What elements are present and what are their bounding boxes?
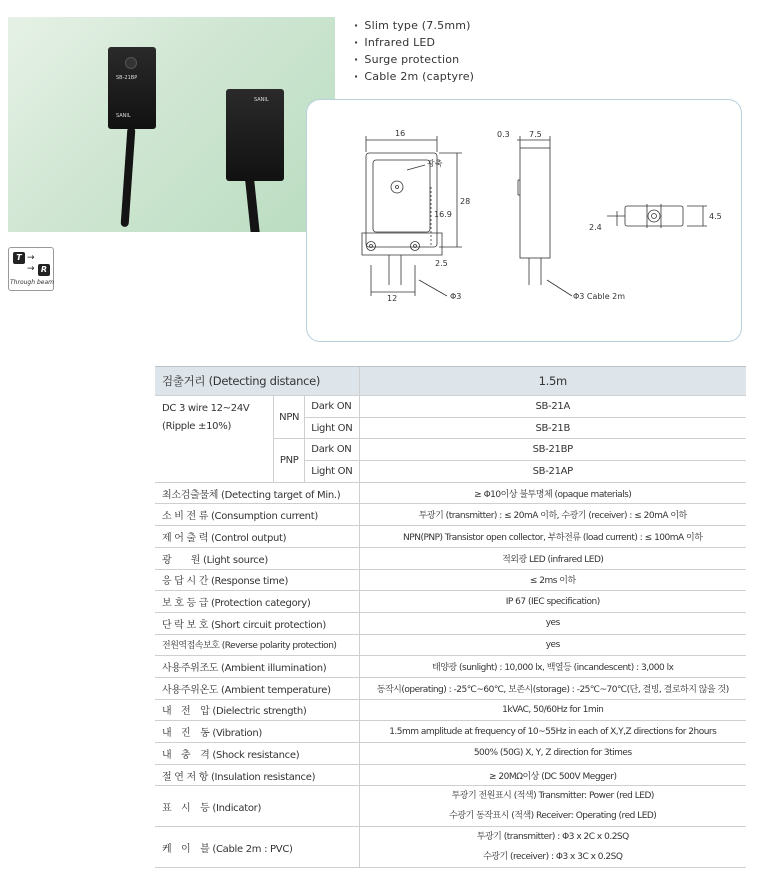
end-view-outline xyxy=(625,206,683,226)
spec-value: 500% (50G) X, Y, Z direction for 3times xyxy=(359,743,746,765)
cable-line: 수광기 (receiver) : Φ3 x 3C x 0.2SQ xyxy=(483,852,623,863)
side-cable xyxy=(529,258,541,285)
cable-line: 투광기 (transmitter) : Φ3 x 2C x 0.2SQ xyxy=(476,832,629,843)
dim-front-b: 4.5 xyxy=(709,212,722,221)
spec-value: 투광기 (transmitter) : ≤ 20mA 이하, 수광기 (receiver) : ≤ 20mA 이하 xyxy=(359,504,746,526)
sensor-cable xyxy=(245,177,260,232)
model-value: SB-21AP xyxy=(359,461,746,483)
cable-value xyxy=(359,827,746,868)
receiver-icon: R xyxy=(38,264,50,276)
spec-value: 1kVAC, 50/60Hz for 1min xyxy=(359,699,746,721)
mount-hole-left xyxy=(367,242,376,251)
table-row xyxy=(155,396,746,418)
table-row xyxy=(155,482,746,504)
table-row xyxy=(155,612,746,634)
mounting-tab xyxy=(362,233,442,255)
spec-value: 적외광 LED (infrared LED) xyxy=(359,547,746,569)
dim-height: 28 xyxy=(460,197,471,206)
spec-value: yes xyxy=(359,634,746,656)
spec-label: 보 호 등 급 (Protection category) xyxy=(155,591,359,613)
table-row xyxy=(155,526,746,548)
spec-label: 전원역접속보호 (Reverse polarity protection) xyxy=(155,634,359,656)
table-row xyxy=(155,721,746,743)
table-header-row xyxy=(155,367,746,396)
spec-label: 사용주위온도 (Ambient temperature) xyxy=(155,677,359,699)
optical-axis-center xyxy=(396,186,399,189)
sensor-brand-label: SANIL xyxy=(116,113,131,119)
spec-label: 사용주위조도 (Ambient illumination) xyxy=(155,656,359,678)
product-photo xyxy=(8,17,335,232)
spec-value: 동작시(operating) : -25℃~60℃, 보존시(storage) : -25℃~70℃(단, 결빙, 결로하지 않을 것) xyxy=(359,677,746,699)
feature-item: · Cable 2m (captyre) xyxy=(354,68,474,85)
spec-value: 1.5mm amplitude at frequency of 10~55Hz in each of X,Y,Z directions for 2hours xyxy=(359,721,746,743)
spec-label: 내 충 격 (Shock resistance) xyxy=(155,743,359,765)
sensor-cable xyxy=(121,127,136,227)
spec-value: 태양광 (sunlight) : 10,000 lx, 백열등 (incandescent) : 3,000 lx xyxy=(359,656,746,678)
dimension-drawing xyxy=(306,99,742,342)
spec-label: 절 연 저 항 (Insulation resistance) xyxy=(155,764,359,786)
dim-width: 16 xyxy=(395,129,406,138)
table-row xyxy=(155,634,746,656)
front-view-inner xyxy=(373,160,430,232)
dim-hole: Φ3 xyxy=(450,292,462,301)
spec-label: 내 전 압 (Dielectric strength) xyxy=(155,699,359,721)
spec-value: IP 67 (IEC specification) xyxy=(359,591,746,613)
table-row xyxy=(155,569,746,591)
header-value: 1.5m xyxy=(359,367,746,396)
dim-cable: Φ3 Cable 2m xyxy=(573,292,626,301)
spec-label: 최소검출물체 (Detecting target of Min.) xyxy=(155,482,359,504)
dim-inner-height: 16.9 xyxy=(434,210,452,219)
cable-label: 케 이 블 (Cable 2m : PVC) xyxy=(155,827,359,868)
feature-item: · Surge protection xyxy=(354,51,474,68)
arrow-right-icon: → xyxy=(27,264,35,274)
spec-label: 응 답 시 간 (Response time) xyxy=(155,569,359,591)
dim-side-b: 7.5 xyxy=(529,130,542,139)
spec-rows xyxy=(155,482,746,786)
spec-value: ≤ 2ms 이하 xyxy=(359,569,746,591)
spec-value: ≥ Φ10이상 불투명체 (opaque materials) xyxy=(359,482,746,504)
dim-light-axis: 광축 xyxy=(427,159,443,168)
side-view-outline xyxy=(520,148,550,258)
pnp-label: PNP xyxy=(274,439,305,482)
table-row xyxy=(155,743,746,765)
through-beam-caption: Through beam xyxy=(10,279,54,286)
supply-label: DC 3 wire 12~24V (Ripple ±10%) xyxy=(155,396,274,483)
mode-dark-on: Dark ON xyxy=(305,396,359,418)
spec-value: yes xyxy=(359,612,746,634)
end-view-lens xyxy=(648,210,660,222)
dim-side-a: 0.3 xyxy=(497,130,510,139)
dim-front-a: 2.4 xyxy=(589,223,602,232)
table-row xyxy=(155,764,746,786)
spec-value: NPN(PNP) Transistor open collector, 부하전류 (load current) : ≤ 100mA 이하 xyxy=(359,526,746,548)
mode-dark-on: Dark ON xyxy=(305,439,359,461)
spec-table xyxy=(155,366,746,868)
table-row xyxy=(155,547,746,569)
mount-hole-right xyxy=(411,242,420,251)
table-row xyxy=(155,504,746,526)
dim-bottom: 12 xyxy=(387,294,398,303)
indicator-label: 표 시 등 (Indicator) xyxy=(155,786,359,827)
feature-item: · Slim type (7.5mm) xyxy=(354,17,474,34)
through-beam-icon xyxy=(8,247,54,291)
spec-label: 광 원 (Light source) xyxy=(155,547,359,569)
sensor-model-label: SB-21BP xyxy=(116,75,138,81)
spec-value: ≥ 20MΩ이상 (DC 500V Megger) xyxy=(359,764,746,786)
indicator-value xyxy=(359,786,746,827)
table-row xyxy=(155,656,746,678)
npn-label: NPN xyxy=(274,396,305,439)
mode-light-on: Light ON xyxy=(305,417,359,439)
optical-axis-circle xyxy=(391,181,403,193)
dim-offset: 2.5 xyxy=(435,259,448,268)
arrow-right-icon: → xyxy=(27,253,35,263)
feature-item: · Infrared LED xyxy=(354,34,474,51)
model-value: SB-21A xyxy=(359,396,746,418)
indicator-line: 투광기 전원표시 (적색) Transmitter: Power (red LED) xyxy=(451,791,654,802)
feature-list xyxy=(354,17,474,85)
spec-label: 단 락 보 호 (Short circuit protection) xyxy=(155,612,359,634)
table-row xyxy=(155,699,746,721)
spec-label: 내 진 동 (Vibration) xyxy=(155,721,359,743)
sensor-lens xyxy=(125,57,137,69)
sensor-brand-label: SANIL xyxy=(254,97,269,103)
transmitter-icon: T xyxy=(13,252,25,264)
spec-label: 소 비 전 류 (Consumption current) xyxy=(155,504,359,526)
spec-label: 제 어 출 력 (Control output) xyxy=(155,526,359,548)
cable-outline xyxy=(389,255,401,285)
table-row xyxy=(155,591,746,613)
model-value: SB-21BP xyxy=(359,439,746,461)
table-row xyxy=(155,677,746,699)
model-value: SB-21B xyxy=(359,417,746,439)
header-label: 검출거리 (Detecting distance) xyxy=(155,367,359,396)
indicator-line: 수광기 동작표시 (적색) Receiver: Operating (red LED) xyxy=(449,811,657,822)
table-row xyxy=(155,786,746,827)
dimension-drawing-svg xyxy=(307,100,743,343)
mode-light-on: Light ON xyxy=(305,461,359,483)
table-row xyxy=(155,827,746,868)
